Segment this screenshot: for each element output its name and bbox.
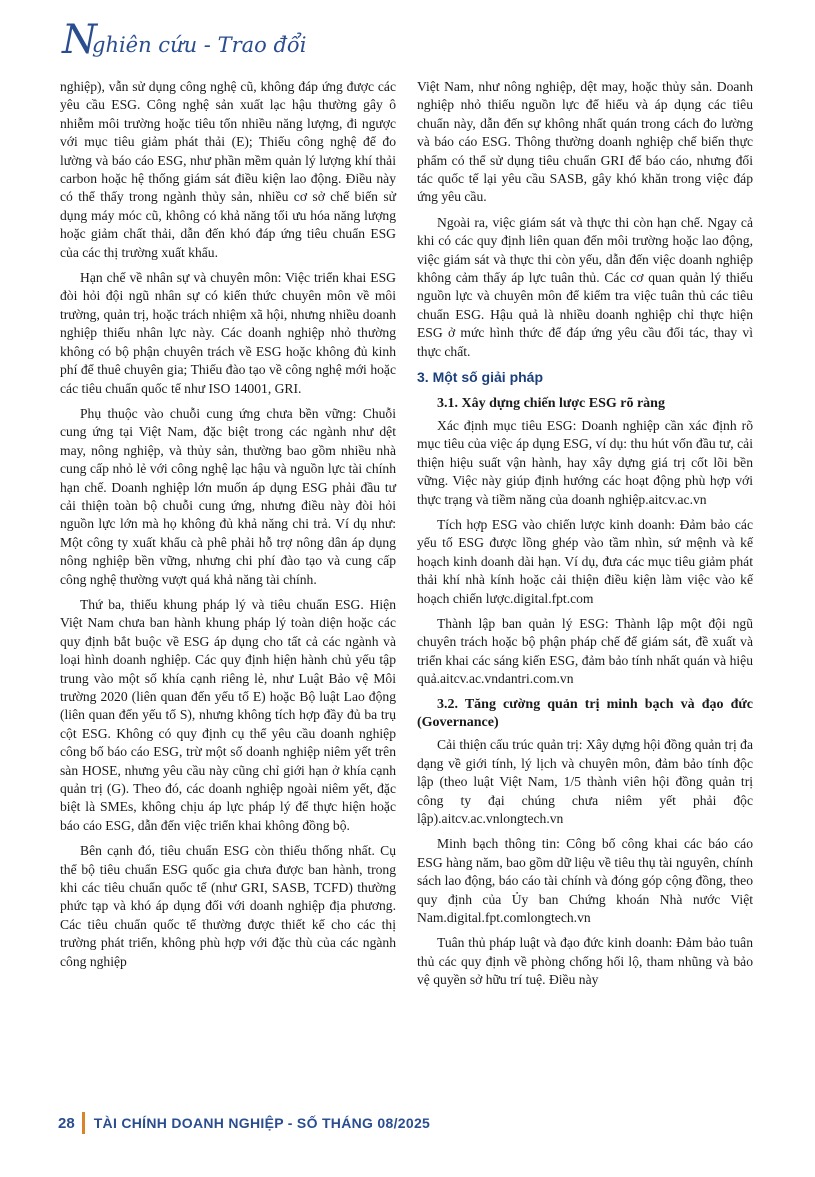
body-paragraph: Phụ thuộc vào chuỗi cung ứng chưa bền vững: Chuỗi cung ứng tại Việt Nam, đặc biệt trong các ngành như dệt may, nông nghiệp, và thủy sản, thường bao gồm nhiều nhà cung cấp nhỏ lẻ với công nghệ lạc hậu và nguồn lực tài chính hạn chế. Doanh nghiệp lớn muốn áp dụng ESG phải đầu tư cải thiện toàn bộ chuỗi cung ứng, nhưng điều này đòi hỏi nguồn lực lớn mà họ không đủ khả năng chi trả. Ví dụ như: Một công ty xuất khẩu cà phê phải hỗ trợ nông dân áp dụng nông nghiệp bền vững, nhưng chi phí đào tạo và cung cấp công nghệ thường vượt quá khả năng tài chính.	[60, 405, 396, 587]
body-paragraph: Thành lập ban quản lý ESG: Thành lập một đội ngũ chuyên trách hoặc bộ phận pháp chế để giám sát, đề xuất và triển khai các sáng kiến ESG, đảm bảo tính nhất quán và hiệu quả.aitcv.ac.vndantri.com.vn	[417, 615, 753, 687]
body-paragraph: Hạn chế về nhân sự và chuyên môn: Việc triển khai ESG đòi hỏi đội ngũ nhân sự có kiến thức chuyên môn về môi trường, quản trị, hoặc trách nhiệm xã hội, nhưng nhiều doanh nghiệp thiếu nhân lực này. Các doanh nghiệp nhỏ thường không có bộ phận chuyên trách về ESG hoặc không đủ kinh phí để thuê chuyên gia; Thiếu đào tạo về công nghệ mới hoặc các tiêu chuẩn quốc tế như ISO 14001, GRI.	[60, 270, 396, 396]
header-initial: N	[62, 17, 97, 63]
body-paragraph: Tuân thủ pháp luật và đạo đức kinh doanh: Đảm bảo tuân thủ các quy định về phòng chống hối lộ, tham nhũng và bảo vệ quyền sở hữu trí tuệ. Điều này	[417, 935, 753, 988]
body-paragraph: Tích hợp ESG vào chiến lược kinh doanh: Đảm bảo các yếu tố ESG được lồng ghép vào tầm nhìn, sứ mệnh và kế hoạch kinh doanh dài hạn. Ví dụ, đưa các mục tiêu giảm phát thải khí nhà kính hoặc cải thiện điều kiện làm việc vào kế hoạch chiến lược.digital.fpt.com	[417, 516, 753, 606]
body-paragraph: Ngoài ra, việc giám sát và thực thi còn hạn chế. Ngay cả khi có các quy định liên quan đến môi trường hoặc lao động, việc giám sát và thực thi còn yếu, dẫn đến việc doanh nghiệp không cảm thấy áp lực tuân thủ. Các cơ quan quản lý thiếu nguồn lực và chuyên môn để kiểm tra việc tuân thủ các tiêu chuẩn ESG. Hậu quả là nhiều doanh nghiệp chỉ thực hiện ESG ở mức hình thức để đáp ứng yêu cầu đối tác, thay vì thực chất.	[417, 214, 753, 359]
left-column	[60, 78, 396, 978]
body-paragraph: nghiệp), vẫn sử dụng công nghệ cũ, không đáp ứng được các yêu cầu ESG. Công nghệ sản xuất lạc hậu thường gây ô nhiễm môi trường hoặc tiêu tốn nhiều năng lượng, đi ngược với mục tiêu giảm phát thải (E); Thiếu công nghệ để đo lường và báo cáo ESG, như phần mềm quản lý lượng khí thải carbon hoặc hệ thống giám sát điều kiện lao động. Điều này có thể thấy trong ngành thủy sản, nhiều cơ sở chế biến sử dụng máy móc cũ, không có khả năng tối ưu hóa năng lượng hoặc giảm chất thải, dẫn đến khó đáp ứng tiêu chuẩn ESG của các thị trường xuất khẩu.	[60, 79, 396, 260]
subsection-heading: 3.2. Tăng cường quản trị minh bạch và đạo đức (Governance)	[417, 696, 753, 730]
section-heading: 3. Một số giải pháp	[417, 369, 544, 386]
page-header	[62, 18, 762, 68]
footer-divider	[82, 1112, 85, 1134]
body-paragraph: Việt Nam, như nông nghiệp, dệt may, hoặc thủy sản. Doanh nghiệp nhỏ thiếu nguồn lực để hiểu và áp dụng các tiêu chuẩn này, dẫn đến sự không nhất quán trong cách đo lường và báo cáo ESG. Thông thường doanh nghiệp chế biến thực phẩm có thể sử dụng tiêu chuẩn GRI để báo cáo, nhưng đối tác quốc tế lại yêu cầu SASB, gây khó khăn trong việc đáp ứng yêu cầu.	[417, 79, 753, 205]
page-number: 28	[58, 1114, 75, 1132]
body-paragraph: Cải thiện cấu trúc quản trị: Xây dựng hội đồng quản trị đa dạng về giới tính, lý lịch và chuyên môn, đảm bảo tính độc lập (theo luật Việt Nam, 1/5 thành viên hội đồng quản trị công ty đại chúng chưa niêm yết phải độc lập).aitcv.ac.vnlongtech.vn	[417, 737, 753, 827]
journal-title: TÀI CHÍNH DOANH NGHIỆP - SỐ THÁNG 08/2025	[93, 1115, 431, 1131]
header-section-title: ghiên cứu - Trao đổi	[92, 33, 307, 57]
body-paragraph: Minh bạch thông tin: Công bố công khai các báo cáo ESG hàng năm, bao gồm dữ liệu về tiêu thụ tài nguyên, chính sách lao động, báo cáo tài chính và đóng góp cộng đồng, theo quy định của Ủy ban Chứng khoán Nhà nước Việt Nam.digital.fpt.comlongtech.vn	[417, 836, 753, 926]
body-paragraph: Thứ ba, thiếu khung pháp lý và tiêu chuẩn ESG. Hiện Việt Nam chưa ban hành khung pháp lý toàn diện hoặc các quy định bắt buộc về ESG áp dụng cho tất cả các ngành và loại hình doanh nghiệp. Các quy định hiện hành chủ yếu tập trung vào một số khía cạnh riêng lẻ, như Luật Bảo vệ Môi trường 2020 (liên quan đến yếu tố E) hoặc Bộ luật Lao động (liên quan đến yếu tố S), nhưng không tích hợp đầy đủ ba trụ cột ESG. Không có quy định cụ thể yêu cầu doanh nghiệp công bố báo cáo ESG, trừ một số doanh nghiệp niêm yết trên sàn HOSE, nhưng yêu cầu này cũng chỉ giới hạn ở khía cạnh quản trị (G). Theo đó, các doanh nghiệp ngoài niêm yết, đặc biệt là SMEs, không chịu áp lực pháp lý để thực hiện hoặc báo cáo ESG, dẫn đến việc triển khai không đồng bộ.	[60, 596, 396, 833]
page-footer	[58, 1112, 430, 1134]
right-column	[417, 78, 753, 997]
body-paragraph: Bên cạnh đó, tiêu chuẩn ESG còn thiếu thống nhất. Cụ thể bộ tiêu chuẩn ESG quốc gia chưa được ban hành, trong khi các tiêu chuẩn quốc tế (như GRI, SASB, TCFD) thường phức tạp và khó áp dụng đối với doanh nghiệp địa phương. Các tiêu chuẩn quốc tế thường được thiết kế cho các thị trường phát triển, không phù hợp với đặc thù của các ngành công nghiệp	[60, 843, 396, 969]
body-paragraph: Xác định mục tiêu ESG: Doanh nghiệp cần xác định rõ mục tiêu của việc áp dụng ESG, ví dụ: thu hút vốn đầu tư, cải thiện hiệu suất vận hành, hay xây dựng giá trị cốt lõi bền vững. Việc này giúp định hướng các hoạt động phù hợp với thực trạng và tiềm năng của doanh nghiệp.aitcv.ac.vn	[417, 417, 753, 507]
subsection-heading: 3.1. Xây dựng chiến lược ESG rõ ràng	[437, 395, 665, 411]
